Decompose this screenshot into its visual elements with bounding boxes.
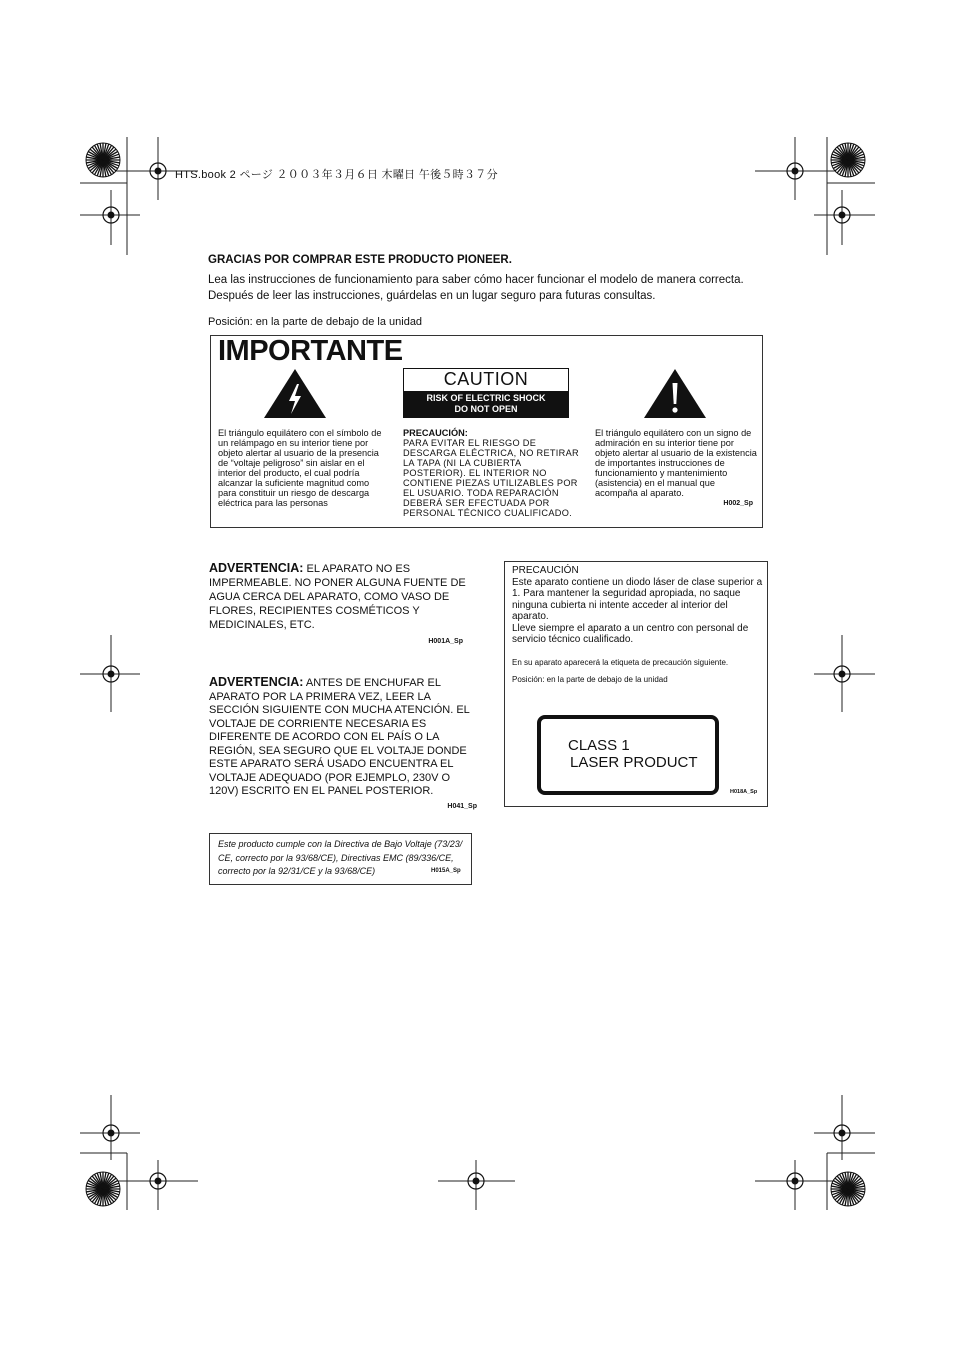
starburst-target-icon: [831, 143, 865, 177]
caution-word: CAUTION: [443, 369, 529, 389]
starburst-target-icon: [86, 1172, 120, 1206]
advertencia-water-title: ADVERTENCIA:: [209, 561, 304, 575]
class1-laser-label-text: [568, 737, 698, 771]
low-voltage-code: H015A_Sp: [431, 868, 461, 874]
exclamation-description-text: El triángulo equilátero con un signo de admiración en su interior tiene por objeto alertar al usuario de la existencia de importantes instrucciones de funcionamiento y mantenimiento (asistencia) en el manual que acompaña al aparato.: [595, 428, 757, 498]
exclamation-description: [595, 428, 757, 509]
importante-code: H002_Sp: [723, 500, 753, 507]
advertencia-voltage-code: H041_Sp: [447, 802, 477, 810]
laser-label-line1: CLASS 1: [568, 737, 630, 754]
precaucion-text: PARA EVITAR EL RIESGO DE DESCARGA ELÉCTRICA, NO RETIRAR LA TAPA (NI LA CUBIERTA POSTERIOR). EL INTERIOR NO CONTIENE PIEZAS UTILIZABLES POR EL USUARIO. TODA REPARACIÓN DEBERÁ SER EFECTUADA POR PERSONAL TÉCNICO CUALIFICADO.: [403, 438, 579, 518]
laser-precaution-title: PRECAUCIÓN: [512, 565, 579, 576]
laser-precaution-text: [512, 565, 764, 685]
caution-band: [403, 391, 569, 418]
thanks-title: GRACIAS POR COMPRAR ESTE PRODUCTO PIONEER.: [208, 254, 512, 266]
lightning-description: El triángulo equilátero con el símbolo de un relámpago en su interior tiene por objeto alertar al usuario de la presencia de “voltaje peligroso” sin aislar en el interior del producto, el cual podría alcanzar la suficiente magnitud como para constituir un riesgo de descarga eléctrica para las personas: [218, 428, 382, 508]
advertencia-voltage-title: ADVERTENCIA:: [209, 675, 304, 689]
starburst-target-icon: [831, 1172, 865, 1206]
lightning-warning-icon: [263, 368, 327, 420]
caution-band-line1: RISK OF ELECTRIC SHOCK: [426, 393, 546, 403]
precaucion-heading: PRECAUCIÓN:: [403, 428, 468, 438]
importante-title: IMPORTANTE: [218, 335, 403, 367]
thanks-body: Lea las instrucciones de funcionamiento para saber cómo hacer funcionar el modelo de manera correcta. Después de leer las instrucciones, guárdelas en un lugar seguro para futuras consultas.: [208, 274, 744, 302]
laser-precaution-body1: Este aparato contiene un diodo láser de clase superior a 1. Para mantener la seguridad apropiada, no saque ninguna cubierta ni intente acceder al interior del aparato.: [512, 576, 763, 622]
header-line: HTS.book 2 ページ ２００３年３月６日 木曜日 午後５時３７分: [175, 169, 498, 181]
advertencia-water-text: EL APARATO NO ES IMPERMEABLE. NO PONER ALGUNA FUENTE DE AGUA CERCA DEL APARATO, COMO VASO DE FLORES, RECIPIENTES COSMÉTICOS Y MEDICINALES, ETC.: [209, 563, 466, 631]
exclamation-warning-icon: [643, 368, 707, 420]
advertencia-voltage-text: ANTES DE ENCHUFAR EL APARATO POR LA PRIMERA VEZ, LEER LA SECCIÓN SIGUIENTE CON MUCHA ATENCIÓN. EL VOLTAJE DE CORRIENTE NECESARIA ES DIFERENTE DE ACORDO CON EL PAÍS O LA REGIÓN, SEA SEGURO QUE EL VOLTAJE DONDE ESTE APARATO SERÁ USADO ENCUENTRA EL VOLTAJE ADEQUADO (POR EJEMPLO, 230V O 120V) ESCRITO EN EL PANEL POSTERIOR.: [209, 677, 470, 797]
advertencia-water-code: H001A_Sp: [428, 638, 463, 645]
laser-precaution-body3: En su aparato aparecerá la etiqueta de precaución siguiente.: [512, 657, 729, 667]
position-note: Posición: en la parte de debajo de la unidad: [208, 316, 423, 328]
laser-precaution-body2: Lleve siempre el aparato a un centro con personal de servicio técnico cualificado.: [512, 622, 749, 645]
starburst-target-icon: [86, 143, 120, 177]
laser-label-line2: LASER PRODUCT: [570, 754, 698, 771]
low-voltage-statement: Este producto cumple con la Directiva de Bajo Voltaje (73/23/ CE, correcto por la 93/68/CE), Directivas EMC (89/336/CE, correcto por la 92/31/CE y la 93/68/CE): [218, 839, 463, 876]
laser-precaution-code: H018A_Sp: [730, 789, 758, 795]
caution-band-line2: DO NOT OPEN: [454, 404, 518, 414]
advertencia-water: [209, 561, 477, 649]
laser-precaution-position: Posición: en la parte de debajo de la unidad: [512, 674, 668, 684]
advertencia-voltage: [209, 676, 477, 813]
